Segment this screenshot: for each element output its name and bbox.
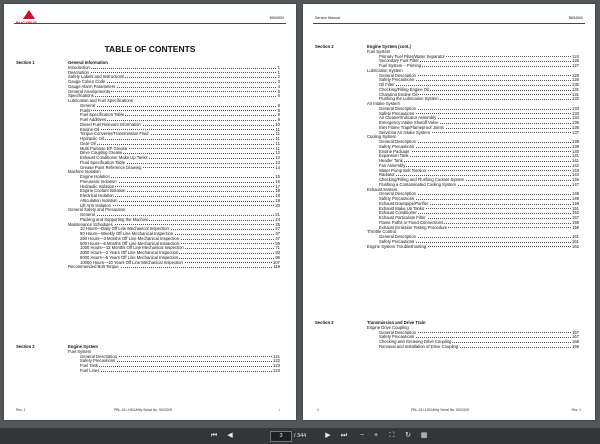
toc-entry-title: Lubrication System <box>367 67 403 73</box>
toc-entry-page: 19 <box>275 197 280 203</box>
toc-entry-title: Checking/Filling Engine Oil <box>379 86 430 92</box>
toc-entry-page: 121 <box>273 353 280 359</box>
header-rule <box>14 23 286 24</box>
toc-entry-title: Secondary Fuel Filter <box>379 58 419 64</box>
toc-entry-page: 143 <box>572 167 579 173</box>
toc-entry-page: 15 <box>275 174 280 179</box>
toc-entry-title: Safety Labels and Instructions <box>68 74 125 80</box>
toc-entry-page: 133 <box>572 110 579 116</box>
section-label: Section 2 <box>315 44 334 49</box>
toc-leader-dots <box>80 366 280 367</box>
fit-page-icon[interactable]: ⛶ <box>389 432 395 439</box>
toc-entry-title: Gauge Alarm Parameters <box>68 83 116 89</box>
toc-entry-title: Removal and Installation of Drive Coupling <box>379 343 459 349</box>
toc-entry-page: 124 <box>572 53 579 59</box>
toc-entry-page: 71 <box>275 245 280 251</box>
toc-entry-page: 17 <box>275 183 280 189</box>
toc-leader-dots <box>379 161 579 162</box>
toc-entry-title: General <box>80 212 95 217</box>
toc-entry[interactable] <box>379 344 579 349</box>
toc-entry-title: 5000 Hours—5 Years Off Line Mechanical Inspection <box>80 254 179 260</box>
toc-entry-title: 500 Hours—6 Months Off Line Mechanical Inspection <box>80 240 180 246</box>
toc-entry-page: 2 <box>277 74 280 80</box>
toc-entry-title: 50 Hours—Weekly Off Line Mechanical Inspection <box>80 231 174 236</box>
toc-entry-page: 83 <box>275 250 280 255</box>
toc-entry-page: 133 <box>572 105 579 111</box>
toc-entry-page: 25 <box>275 221 280 227</box>
toc-entry-title: Primary Fuel Filter/Water Separator <box>379 53 445 59</box>
toc-entry-title: Checking/Filling and Flushing Coolant System <box>379 177 465 182</box>
manual-title: Service Manual <box>315 16 340 20</box>
toc-entry-title: Changing Engine Oil <box>379 91 418 97</box>
header-rule <box>313 23 585 24</box>
toc-entry-page: 128 <box>572 72 579 78</box>
toc-entry-title: Safety Precautions <box>379 77 415 83</box>
footer-rev: Rev. 1 <box>16 408 26 412</box>
toc-entry-page: 169 <box>572 343 579 349</box>
toc-entry-page: 127 <box>572 63 579 68</box>
toc-entry-page: 8 <box>277 112 280 118</box>
toc-entry-page: 152 <box>572 210 579 216</box>
toc-entry-page: 157 <box>572 215 579 220</box>
toc-entry-page: 20 <box>275 202 280 208</box>
zoom-in-icon[interactable]: + <box>373 432 379 439</box>
section-heading: Engine System (cont.) <box>367 44 411 49</box>
toc-entry-title: Fuel Specification Table <box>80 112 125 118</box>
section-label: Section 2 <box>16 344 35 349</box>
toc-entry-title: General <box>80 102 95 108</box>
toc-entry-page: 149 <box>572 200 579 206</box>
toc-leader-dots <box>379 166 579 167</box>
toc-entry-title: Throttle Control <box>367 229 396 235</box>
last-page-icon[interactable]: ⏭ <box>340 432 348 439</box>
toc-entry-title: Lubrication and Fuel Specifications <box>68 98 133 103</box>
toc-entry-page: 59 <box>275 240 280 246</box>
toc-entry-title: 1000 Hours—12 Months Off Line Mechanical Inspection <box>80 245 184 251</box>
toc-entry-page: 8 <box>277 102 280 108</box>
toc-entry-title: Grease Point Reference Drawing <box>80 164 142 170</box>
toc-entry-title: Engine Oil <box>80 126 100 132</box>
toc-entry-title: Lift Arm Isolation <box>80 202 111 208</box>
toc-entry-page: 11 <box>275 145 280 151</box>
footer-serial: PBL-15 LHD/Utility Serial No. 5002209 <box>411 408 470 412</box>
toc-entry-page: 139 <box>572 143 579 149</box>
toc-entry-page: 13 <box>275 159 280 165</box>
toc-entry-page: 11 <box>275 131 280 137</box>
toc-leader-dots <box>80 139 280 140</box>
section-heading: General Information <box>68 60 108 65</box>
toc-entry-title: Engine Drive Coupling <box>367 324 409 330</box>
toc-entry[interactable] <box>367 244 579 249</box>
toc-entry-title: Drive Coupling Grease <box>80 150 123 156</box>
toc-entry-page: 144 <box>572 172 579 178</box>
toc-entry-title: Maintenance Schedules <box>68 221 113 227</box>
toc-entry-page: 136 <box>572 124 579 130</box>
toc-entry-page: 131 <box>572 86 579 92</box>
toc-entry-title: Diesel Fuel Relevant Information <box>80 121 141 127</box>
toc-entry-page: 167 <box>572 329 579 335</box>
toc-entry-title: Engine Coolant Isolation <box>80 188 126 194</box>
footer-page-number: i <box>279 408 280 412</box>
toc-entry-title: Fan Assembly <box>379 162 406 168</box>
section-label: Section 1 <box>16 60 35 65</box>
toc-entry-title: Machine Isolation <box>68 169 101 175</box>
toc-entry-page: 122 <box>273 358 280 364</box>
toc-entry-page: 140 <box>572 148 579 154</box>
toc-entry-page: 159 <box>572 224 579 230</box>
footer-rev: Rev. 1 <box>571 408 581 412</box>
section-heading: Engine System <box>68 344 99 349</box>
toc-leader-dots <box>80 371 280 372</box>
toc-entry-title: Exhaust Conditioner Make Up Tanks <box>80 155 148 160</box>
toc-entry-title: Engine Isolation <box>80 174 110 179</box>
toc-entry-page: 134 <box>572 115 579 121</box>
toc-entry-title: Exhaust Conditioner <box>379 210 417 216</box>
toc-entry-page: 131 <box>572 91 579 97</box>
toc-entry-page: 161 <box>572 238 579 244</box>
toc-entry-title: Servicing Air Intake System <box>379 129 430 135</box>
toc-entry-title: Flushing the Lubrication System <box>379 96 439 102</box>
toc-entry-title: Emergency Intake Shutoff Valve <box>379 120 439 125</box>
toc-entry-page: 1 <box>277 64 280 70</box>
toc-entry-title: Header Tank <box>379 158 403 163</box>
logo-text: BUCYRUS <box>16 20 38 25</box>
footer-serial: PBL-15 LHD/Utility Serial No. 5002209 <box>114 408 173 412</box>
toc-entry-page: 168 <box>572 339 579 344</box>
toc-entry-page: 12 <box>275 150 280 156</box>
next-page-icon[interactable]: ▶ <box>325 432 331 439</box>
toc-entry-page: 123 <box>273 363 280 368</box>
toc-entry-page: 147 <box>572 181 579 187</box>
toc-entry-page: 47 <box>275 235 280 241</box>
toc-entry-title: Fluid Specification Table <box>80 159 126 165</box>
toc-entry-title: Exhaust System <box>367 186 398 192</box>
toc-entry-title: Hydraulic Oil <box>80 136 104 141</box>
section-heading: Transmission and Drive Train <box>367 320 426 325</box>
toc-entry-title: Articulation Isolation <box>80 197 118 203</box>
toc-entry-page: 14 <box>275 164 280 170</box>
first-page-icon[interactable]: ⏮ <box>210 432 218 439</box>
toc-entry-title: Oil Filter <box>379 82 395 87</box>
toc-entry-title: Recommended Bolt Torque <box>68 264 119 270</box>
page-total: / 344 <box>294 433 307 439</box>
toc-entry-page: 129 <box>572 77 579 83</box>
toc-entry-title: Flame Paths or Fixed Connections <box>379 219 444 225</box>
toc-entry-page: 123 <box>273 367 280 373</box>
toc-entry-page: 107 <box>273 259 280 265</box>
toc-entry-page: 137 <box>572 129 579 135</box>
toc-leader-dots <box>379 85 579 86</box>
toc-entry-page: 21 <box>275 212 280 217</box>
toc-entry-title: General Description <box>379 139 417 144</box>
toc-leader-dots <box>80 106 280 107</box>
toc-entry-title: Fuels <box>80 107 91 113</box>
toc-entry-title: Cooling System <box>367 134 397 140</box>
toc-entry-page: 16 <box>275 178 280 184</box>
toc-entry-page: 139 <box>572 139 579 144</box>
toc-entry-title: Hydraulic Isolation <box>80 183 115 189</box>
toc-entry-page: 9 <box>277 117 280 122</box>
section-label: Section 3 <box>315 320 334 325</box>
toc-entry-title: Fuel System <box>68 348 92 354</box>
toc-entry-title: Air Intake System <box>367 101 400 106</box>
toc-entry-title: Air Cleaner/Indicator Assembly <box>379 115 437 121</box>
toc-entry-page: 162 <box>572 243 579 249</box>
toc-entry-title: Fuel Tank <box>80 363 99 368</box>
doc-number: B654500 <box>269 16 284 20</box>
toc-entry-title: Safety Precautions <box>379 110 415 116</box>
toc-entry-title: Safety Precautions <box>379 196 415 201</box>
toc-entry-page: 146 <box>572 177 579 182</box>
toc-entry-title: Inlet Flame Trap/Flameproof Joints <box>379 124 444 130</box>
toc-entry-title: Exhaust Downpipe/Purifier <box>379 200 429 206</box>
page-number-input[interactable]: 3 <box>270 431 292 442</box>
toc-entry-page: 148 <box>572 191 579 197</box>
toc-entry-page: 11 <box>275 126 280 132</box>
toc-entry-page: 4 <box>277 83 280 89</box>
toc-leader-dots <box>68 96 280 97</box>
toc-entry-title: Torque Converter/Transmission Fluid <box>80 131 149 137</box>
toc-entry-page: 141 <box>572 153 579 159</box>
toc-entry-title: General Description <box>379 234 417 239</box>
toc-entry-page: 161 <box>572 234 579 239</box>
toc-entry-page: 1 <box>277 69 280 75</box>
logo-mark-icon <box>23 10 35 19</box>
toc-entry-title: General Safety and Precaution <box>68 207 126 213</box>
toc-entry-page: 151 <box>572 205 579 211</box>
toc-entry-title: Checking and Greasing Drive Coupling <box>379 339 452 344</box>
toc-entry-page: 167 <box>572 334 579 340</box>
thumbnails-icon[interactable]: ▦ <box>420 432 428 439</box>
toc-entry-title: General Description <box>80 353 118 359</box>
toc-entry-title: General Arrangements <box>68 88 111 94</box>
toc-entry-title: Radiator <box>379 172 395 178</box>
toc-leader-dots <box>379 175 579 176</box>
toc-entry-title: Engine System Troubleshooting <box>367 243 427 249</box>
toc-entry-page: 141 <box>572 158 579 163</box>
toc-entry-title: 10000 Hours—10 Years Off Line Mechanical Inspection <box>80 259 183 265</box>
toc-entry-page: 130 <box>572 82 579 87</box>
toc-entry-page: 11 <box>275 136 280 141</box>
toc-leader-dots <box>68 68 280 69</box>
toc-entry-page: 126 <box>572 58 579 64</box>
toc-entry-title: Exhaust Make Up Tanks <box>379 205 425 211</box>
toc-entry-page: 149 <box>572 196 579 201</box>
toc-entry[interactable] <box>68 264 280 269</box>
toc-entry-title: Engine Package <box>379 148 410 154</box>
toc-leader-dots <box>80 215 280 216</box>
toc-entry-title: 2000 Hours—2 Years Off Line Mechanical Inspection <box>80 250 179 255</box>
toc-entry-title: Exhaust Emission Testing Procedure <box>379 224 448 230</box>
toc-entry-page: 95 <box>275 254 280 260</box>
footer-page-number: ii <box>317 408 319 412</box>
company-logo <box>16 10 42 28</box>
toc-entry-title: 250 Hours—3 Months Off Line Mechanical Inspection <box>80 235 180 241</box>
toc-entry-title: Description <box>68 69 89 75</box>
toc-entry-title: 10 Hours—Daily Off Line Mechanical Inspection <box>80 226 169 232</box>
toc-entry-title: General Description <box>379 72 417 78</box>
toc-entry-page: 12 <box>275 155 280 160</box>
toc-entry-title: Safety Precautions <box>80 358 116 364</box>
toc-entry-page: 11 <box>275 140 280 146</box>
toc-entry-title: Specifications <box>68 93 94 99</box>
toc-entry-page: 18 <box>275 193 280 198</box>
toc-entry-title: Introduction <box>68 64 90 70</box>
toc-entry-page: 5 <box>277 88 280 94</box>
toc-entry-title: Fuel System – Priming <box>379 63 422 68</box>
toc-entry-title: Electrical Isolation <box>80 193 114 198</box>
toc-entry-page: 10 <box>275 121 280 127</box>
toc-entry-title: Safety Precautions <box>379 143 415 149</box>
toc-entry-title: Flushing a Contaminated Cooling System <box>379 181 457 187</box>
toc-entry-title: Pneumatic Isolation <box>80 178 117 184</box>
toc-entry-title: Safety Precautions <box>379 334 415 340</box>
toc-entry-title: Safety Precautions <box>379 238 415 244</box>
toc-entry-title: Multi Purpose EP Grease <box>80 145 128 151</box>
toc-entry-title: Gear Oil <box>80 140 96 146</box>
toc-entry-title: Gauge Colour Code <box>68 79 106 84</box>
toc-entry-page: 6 <box>277 93 280 99</box>
toc-entry-page: 8 <box>277 107 280 113</box>
toc-entry-page: 18 <box>275 188 280 194</box>
toc-entry-title: Fuel Additives <box>80 117 107 122</box>
toc-entry-title: Packing and Supporting the Machine <box>80 216 149 222</box>
viewer-toolbar <box>0 428 600 444</box>
toc-entry-title: Fuel System <box>367 48 391 54</box>
toc-entry-page: 24 <box>275 216 280 222</box>
toc-entry-page: 37 <box>275 231 280 236</box>
toc-entry-title: Exhaust Particulate Filter <box>379 215 426 220</box>
toc-entry-page: 159 <box>572 219 579 225</box>
toc-entry-page: 135 <box>572 120 579 125</box>
toc-entry-title: General Description <box>379 105 417 111</box>
prev-page-icon[interactable]: ◀ <box>227 432 233 439</box>
toc-entry-page: 142 <box>572 162 579 168</box>
toc-leader-dots <box>80 144 280 145</box>
zoom-out-icon[interactable]: − <box>359 432 365 439</box>
toc-entry-title: Fuel Lines <box>80 367 100 373</box>
toc-entry-title: Expansion Tank <box>379 153 409 159</box>
toc-title: TABLE OF CONTENTS <box>104 44 196 54</box>
toc-entry-title: General Description <box>379 329 417 335</box>
toc-entry-page: 132 <box>572 96 579 102</box>
toc-entry-page: 119 <box>273 264 280 270</box>
document-page-right <box>303 4 595 420</box>
toc-leader-dots <box>80 120 280 121</box>
doc-number: B654500 <box>568 16 583 20</box>
toc-entry[interactable] <box>80 368 280 373</box>
toc-entry-title: Water Pump Belt Tension <box>379 167 427 173</box>
rotate-icon[interactable]: ↻ <box>405 432 411 439</box>
toc-entry-title: General Description <box>379 191 417 197</box>
toc-entry-page: 27 <box>275 226 280 232</box>
document-page-left <box>4 4 296 420</box>
toc-entry-page: 3 <box>277 79 280 84</box>
